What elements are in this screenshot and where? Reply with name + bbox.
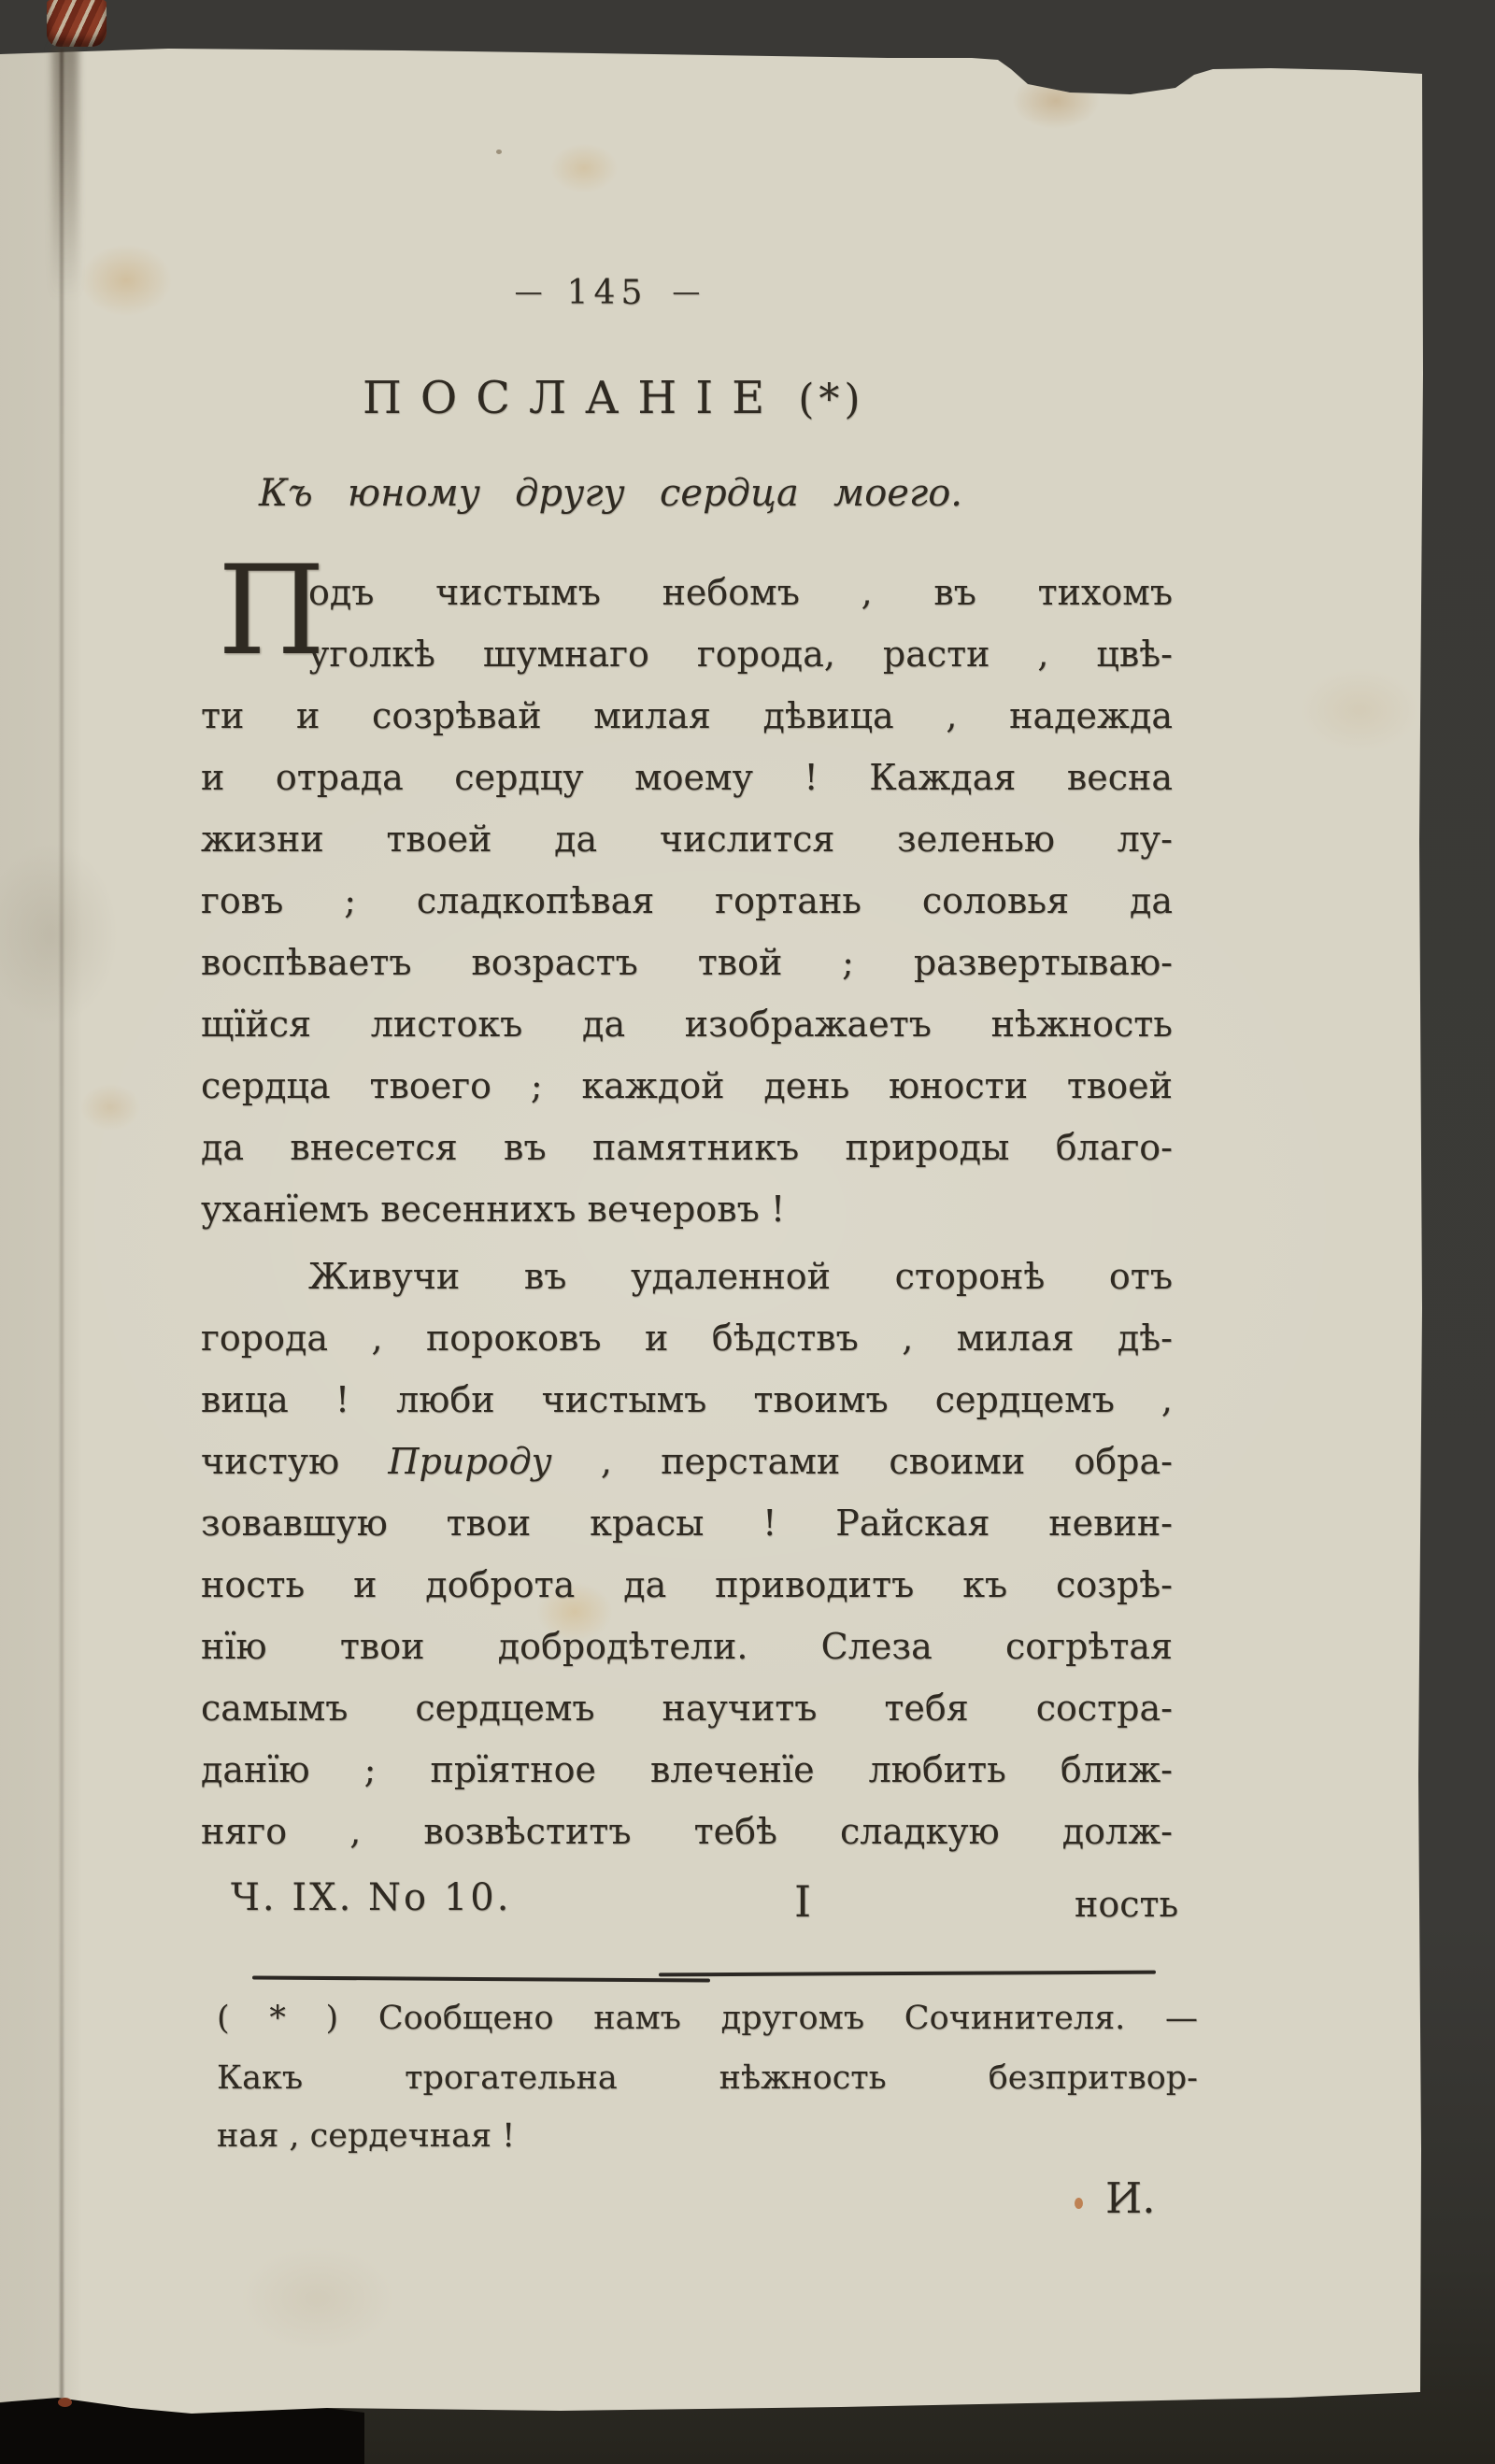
body-line: нїю твои добродѣтели. Слеза согрѣтая — [201, 1626, 1173, 1667]
body-line: самымъ сердцемъ научитъ тебя состра- — [201, 1688, 1173, 1729]
ink-speck — [496, 150, 502, 154]
body-line: одъ чистымъ небомъ , въ тихомъ — [308, 572, 1173, 613]
binding-speck — [58, 2398, 72, 2407]
body-line: сердца твоего ; каждой день юности твоей — [201, 1065, 1173, 1106]
spine-headband-icon — [47, 0, 107, 47]
catchword: ность — [1075, 1884, 1179, 1925]
body-line: зовавшую твои красы ! Райская невин- — [201, 1503, 1173, 1544]
footnote-line: ная , сердечная ! — [217, 2117, 516, 2155]
body-line: жизни твоей да числится зеленью лу- — [201, 819, 1173, 860]
body-line: щїйся листокъ да изображаетъ нѣжность — [201, 1004, 1173, 1045]
body-line: данїю ; прїятное влеченїе любить ближ- — [201, 1749, 1173, 1790]
section-end-mark: И. — [1105, 2173, 1156, 2223]
footnote-reference: (*) — [798, 376, 865, 423]
body-line-segment: чистую — [201, 1441, 389, 1482]
subtitle: Къ юному другу сердца моего. — [259, 472, 962, 515]
title-text: ПОСЛАНІЕ — [363, 372, 784, 424]
page-number-row — [430, 274, 785, 312]
body-line: ность и доброта да приводитъ къ созрѣ- — [201, 1564, 1173, 1605]
body-line: говъ ; сладкопѣвая гортань соловья да — [201, 880, 1173, 921]
foxing-speck — [1075, 2198, 1083, 2209]
body-line-segment: , перстами своими обра- — [551, 1441, 1173, 1482]
binding-crease — [60, 49, 64, 2400]
volume-issue-label: Ч. IX. No 10. — [231, 1876, 512, 1919]
body-line: уханїемъ весеннихъ вечеровъ ! — [201, 1189, 786, 1230]
gathering-signature: I — [794, 1876, 812, 1927]
body-line: Живучи въ удаленной сторонѣ отъ — [308, 1256, 1173, 1297]
dropcap-letter: П — [218, 539, 326, 683]
footnote-line: ( * ) Сообщено намъ другомъ Сочинителя. — — [217, 2000, 1198, 2037]
body-line: воспѣваетъ возрастъ твой ; развертываю- — [201, 942, 1173, 983]
body-line: уголкѣ шумнаго города, расти , цвѣ- — [308, 634, 1173, 675]
flourish-left: — — [514, 276, 543, 308]
body-line: ти и созрѣвай милая дѣвица , надежда — [201, 695, 1173, 736]
footnote-line: Какъ трогательна нѣжность безпритвор- — [217, 2059, 1198, 2097]
gutter-smudge — [52, 47, 78, 299]
body-line: и отрада сердцу моему ! Каждая весна — [201, 757, 1173, 798]
flourish-right: — — [672, 276, 701, 308]
body-line — [201, 1441, 1173, 1501]
page-title — [363, 372, 865, 424]
body-line: да внесется въ памятникъ природы благо- — [201, 1127, 1173, 1168]
body-line: няго , возвѣститъ тебѣ сладкую долж- — [201, 1811, 1173, 1852]
page-number: 145 — [566, 274, 648, 312]
italic-word: Природу — [388, 1441, 552, 1482]
body-line: вица ! люби чистымъ твоимъ сердцемъ , — [201, 1379, 1173, 1420]
body-line: города , пороковъ и бѣдствъ , милая дѣ- — [201, 1317, 1173, 1359]
